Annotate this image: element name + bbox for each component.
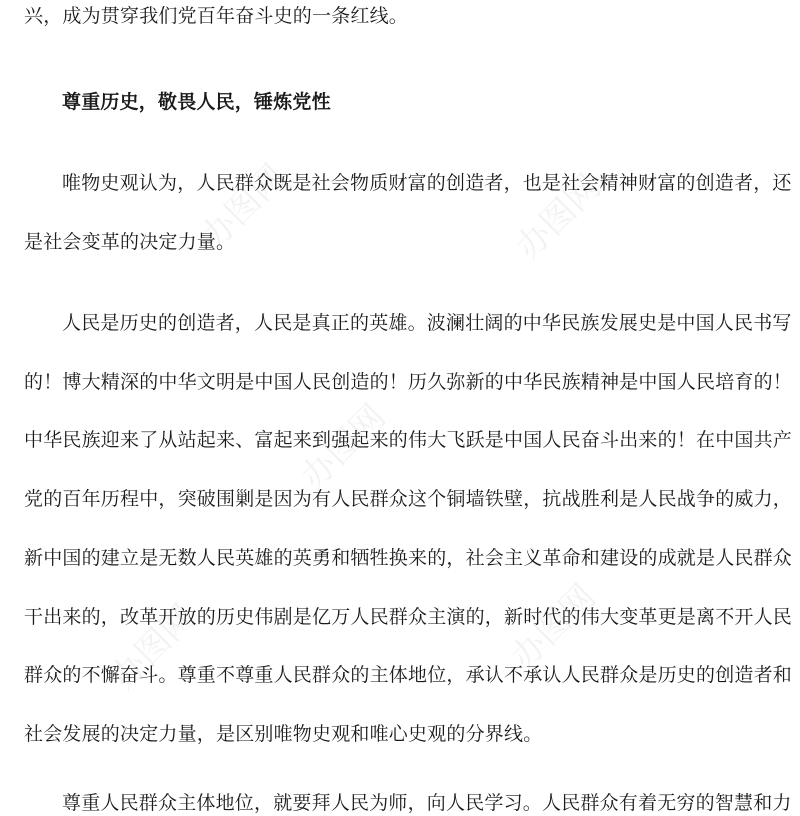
text-line: 唯物史观认为，人民群众既是社会物质财富的创造者，也是社会精神财富的创造者，还 [62,172,792,194]
watermark: 办图网 [103,596,204,698]
text-line: 尊重人民群众主体地位，就要拜人民为师，向人民学习。人民群众有着无穷的智慧和力 [62,792,792,814]
document-page [24,0,793,814]
text-line: 社会发展的决定力量，是区别唯物史观和唯心史观的分界线。 [24,723,543,745]
section-heading: 尊重历史，敬畏人民，锤炼党性 [62,91,331,113]
text-line: 人民是历史的创造者，人民是真正的英雄。波澜壮阔的中华民族发展史是中国人民书写 [62,312,792,334]
text-line: 的！博大精深的中华文明是中国人民创造的！历久弥新的中华民族精神是中国人民培育的！ [24,371,793,393]
text-line: 中华民族迎来了从站起来、富起来到强起来的伟大飞跃是中国人民奋斗出来的！在中国共产 [24,429,793,451]
text-line: 兴，成为贯穿我们党百年奋斗史的一条红线。 [24,5,409,27]
text-line: 是社会变革的决定力量。 [24,231,236,253]
watermark: 办图网 [293,396,394,498]
text-line: 群众的不懈奋斗。尊重不尊重人民群众的主体地位，承认不承认人民群众是历史的创造者和 [24,664,793,686]
watermark: 办图网 [193,156,294,258]
text-line: 干出来的，改革开放的历史伟剧是亿万人民群众主演的，新时代的伟大变革更是离不开人民 [24,606,793,628]
watermark: 办图网 [503,576,604,678]
text-line: 党的百年历程中，突破围剿是因为有人民群众这个铜墙铁壁，抗战胜利是人民战争的威力， [24,488,793,510]
watermark: 办图网 [508,166,609,268]
text-line: 新中国的建立是无数人民英雄的英勇和牺牲换来的，社会主义革命和建设的成就是人民群众 [24,547,793,569]
